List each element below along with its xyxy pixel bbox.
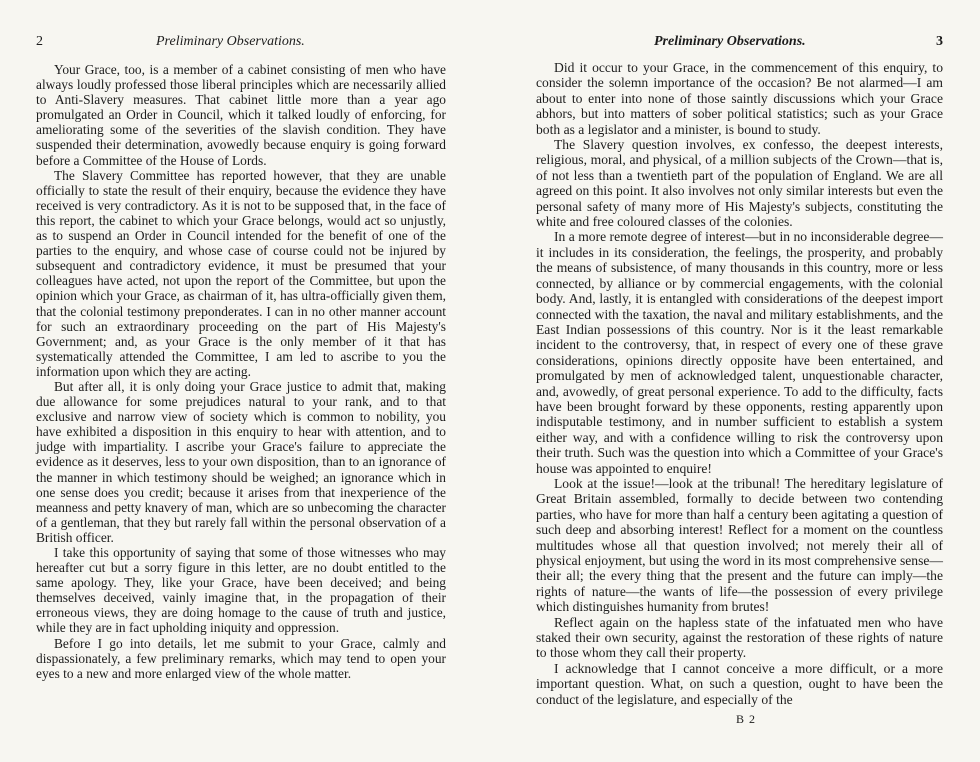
left-page	[36, 0, 446, 681]
page-number-left: 2	[36, 34, 43, 49]
paragraph: But after all, it is only doing your Grace justice to admit that, making due allowance for some prejudices natural to your rank, and to that exclusive and narrow view of society which is common to nobility, you have exhibited a disposition in this enquiry to hear with attention, and to judge with impartiality. I ascribe your Grace's failure to appreciate the evidence as it deserves, less to your own disposition, than to an ignorance of the manner in which testimony should be weighed; an ignorance which in one sense does you credit; because it arises from that inexperience of the meanness and petty knavery of man, which are so unbecoming the character of a gentleman, that they but rarely fall within the personal observation of a British officer.	[36, 378, 446, 545]
paragraph: Look at the issue!—look at the tribunal! The hereditary legislature of Great Britain assembled, formally to decide between two contending parties, who have for more than half a century been agitating a question of such deep and absorbing interest! Reflect for a moment on the countless multitudes whose all that question involved; not merely their all of physical enjoyment, but using the word in its most comprehensive sense—their all; the every thing that the present and the future can imply—the rights of nature—the wants of life—the possession of every privilege which distinguishes humanity from brutes!	[536, 475, 943, 615]
paragraph: I acknowledge that I cannot conceive a more difficult, or a more important question. What, on such a question, ought to have been the conduct of the legislature, and especially of the	[536, 660, 943, 707]
right-page-body	[536, 60, 943, 707]
paragraph: Did it occur to your Grace, in the commencement of this enquiry, to consider the solemn importance of the occasion? Be not alarmed—I am about to enter into none of those saintly discussions which your Grace abhors, but into matters of sober political statistics; such as your Grace both as a legislator and a minister, is bound to study.	[536, 60, 943, 137]
paragraph: The Slavery question involves, ex confesso, the deepest interests, religious, moral, and physical, of a million subjects of the Crown—that is, of not less than a twentieth part of the population of England. We are all agreed on this point. It also involves not only similar interests but even the personal safety of many more of His Majesty's subjects, constituting the white and free coloured classes of the colonies.	[536, 137, 943, 230]
paragraph: In a more remote degree of interest—but in no inconsiderable degree—it includes in its consideration, the feelings, the prosperity, and probably the means of subsistence, of many thousands in this country, more or less connected, by alliance or by commercial engagements, with the colonial body. And, lastly, it is entangled with considerations of the deepest import connected with the taxation, the naval and military establishments, and the East Indian possessions of this country. Nor is it the least remarkable incident to the controversy, that, in respect of every one of these grave considerations, opinions directly opposite have been entertained, and promulgated by men of acknowledged talent, unquestionable character, and, avowedly, of great personal experience. To add to the difficulty, facts have been brought forward by these opponents, resting apparently upon indisputable testimony, and in number sufficient to establish a system either way, and with a confidence willing to risk the controversy upon their truth. Such was the question into which a Committee of your Grace's house was appointed to enquire!	[536, 229, 943, 476]
left-page-body	[36, 62, 446, 681]
running-head-right	[536, 34, 943, 54]
running-head-title-left: Preliminary Observations.	[156, 34, 305, 49]
page-number-right: 3	[936, 34, 943, 49]
paragraph: Reflect again on the hapless state of the infatuated men who have staked their own security, against the restoration of these rights of nature to those whom they call their property.	[536, 614, 943, 661]
paragraph: I take this opportunity of saying that some of those witnesses who may hereafter cut but a sorry figure in this letter, are no doubt entitled to the same apology. They, like your Grace, have been deceived; and being themselves deceived, vainly imagine that, in the propagation of their erroneous views, they are doing homage to the cause of truth and justice, while they are in fact upholding iniquity and oppression.	[36, 545, 446, 636]
paragraph: The Slavery Committee has reported however, that they are unable officially to state the result of their enquiry, because the evidence they have received is very contradictory. As it is not to be supposed that, in the face of this report, the cabinet to which your Grace belongs, would act so unjustly, as to suspend an Order in Council intended for the benefit of one of the parties to the enquiry, and whose case of course could not be injured by subsequent and contradictory evidence, it must be presumed that your colleagues have acted, not upon the report of the Committee, but upon the opinion which your Grace, as chairman of it, has ultra-officially given them, that the colonial testimony preponderates. I can in no other manner account for such an extraordinary proceeding on the part of His Majesty's Government; and, as your Grace is the only member of it that has systematically attended the Committee, I am led to ascribe to you the information upon which they are acting.	[36, 167, 446, 379]
paragraph: Before I go into details, let me submit to your Grace, calmly and dispassionately, a few preliminary remarks, which may tend to open your eyes to a new and more enlarged view of the whole matter.	[36, 635, 446, 681]
right-page	[536, 0, 943, 707]
running-head-title-right: Preliminary Observations.	[654, 34, 806, 49]
paragraph: Your Grace, too, is a member of a cabinet consisting of men who have always loudly professed those liberal principles which are necessarily allied to Anti-Slavery measures. That cabinet little more than a year ago promulgated an Order in Council, which it talked loudly of enforcing, for ameliorating some of the severities of the slavish condition. They have suspended their determination, avowedly because enquiry is going forward before a Committee of the House of Lords.	[36, 62, 446, 168]
running-head-left	[36, 34, 446, 54]
signature-mark: B 2	[736, 712, 757, 726]
